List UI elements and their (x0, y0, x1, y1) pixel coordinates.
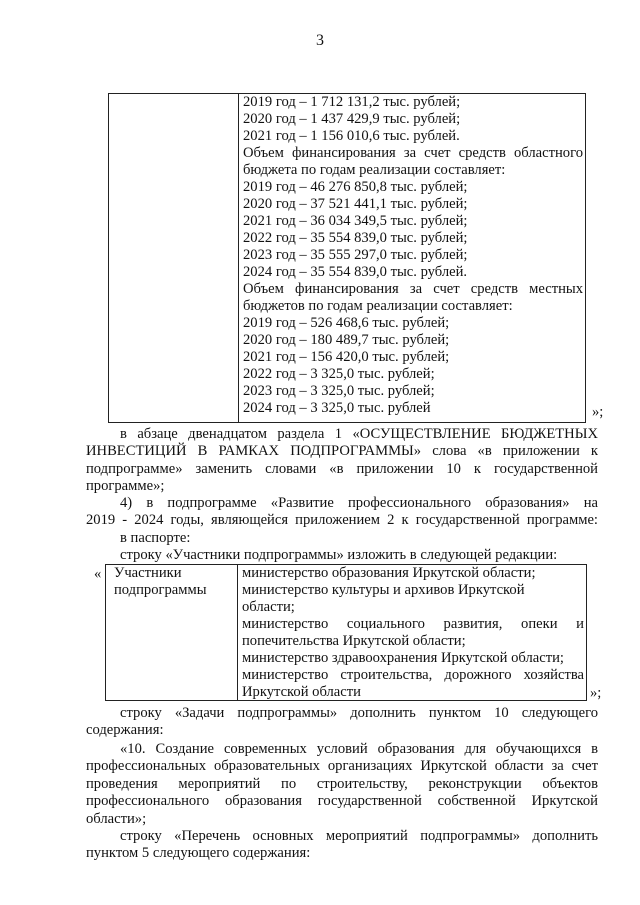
paragraph-line: профессиональных образовательных организациях Иркутской области за счет (86, 758, 598, 775)
participant-line: министерство строительства, дорожного хозяйства (242, 667, 584, 683)
table-line: бюджета по годам реализации составляет: (243, 162, 506, 178)
paragraph-line: содержания: (86, 722, 164, 739)
paragraph-line: области»; (86, 810, 147, 827)
financing-table-left-cell (108, 93, 238, 423)
paragraph-task-10 (86, 741, 598, 828)
table-line: 2024 год – 35 554 839,0 тыс. рублей. (243, 264, 468, 280)
paragraph-activities-row (86, 828, 598, 863)
financing-table-right-cell (238, 93, 586, 423)
paragraph-in-passport (86, 530, 598, 547)
table-line: 2022 год – 3 325,0 тыс. рублей; (243, 366, 435, 382)
participant-line: министерство образования Иркутской области; (242, 565, 536, 581)
paragraph-participants-row (86, 547, 598, 564)
table-line: 2023 год – 3 325,0 тыс. рублей; (243, 383, 435, 399)
table-line: 2019 год – 1 712 131,2 тыс. рублей; (243, 94, 461, 110)
participant-line: министерство социального развития, опеки и (242, 616, 584, 632)
table-line: 2021 год – 1 156 010,6 тыс. рублей. (243, 128, 460, 144)
table1-close-quote: »; (592, 404, 604, 420)
table-line: 2021 год – 156 420,0 тыс. рублей; (243, 349, 450, 365)
paragraph-line: программе»; (86, 478, 165, 495)
financing-table (108, 93, 586, 423)
paragraph-line: в паспорте: (120, 530, 191, 546)
paragraph-line: подпрограмме» заменить словами «в приложении 10 к государственной (86, 460, 598, 477)
table-line: 2020 год – 180 489,7 тыс. рублей; (243, 332, 450, 348)
table-line: бюджетов по годам реализации составляет: (243, 298, 513, 314)
paragraph-section-title-change (86, 426, 598, 496)
table-line: 2020 год – 37 521 441,1 тыс. рублей; (243, 196, 468, 212)
participant-line: области; (242, 599, 295, 615)
table-line: 2023 год – 35 555 297,0 тыс. рублей; (243, 247, 468, 263)
participant-line: министерство здравоохранения Иркутской области; (242, 650, 564, 666)
paragraph-line: 2019 - 2024 годы, являющейся приложением 2 к государственной программе: (86, 512, 598, 529)
table-line: 2021 год – 36 034 349,5 тыс. рублей; (243, 213, 468, 229)
paragraph-line: профессионального образования государственной собственной Иркутской (86, 793, 598, 810)
table-line: Объем финансирования за счет средств местных (243, 281, 583, 297)
paragraph-subprogram-4 (86, 495, 598, 530)
page-number: 3 (316, 32, 324, 49)
paragraph-line: строку «Перечень основных мероприятий подпрограммы» дополнить (120, 828, 598, 844)
participant-line: Иркутской области (242, 684, 361, 700)
paragraph-line: строку «Задачи подпрограммы» дополнить пунктом 10 следующего (120, 705, 598, 721)
paragraph-line: 4) в подпрограмме «Развитие профессионального образования» на (120, 495, 598, 511)
table2-close-quote: »; (590, 685, 602, 701)
table-line: 2022 год – 35 554 839,0 тыс. рублей; (243, 230, 468, 246)
table-line: Объем финансирования за счет средств областного (243, 145, 583, 161)
participant-line: министерство культуры и архивов Иркутской (242, 582, 525, 598)
paragraph-line: «10. Создание современных условий образования для обучающихся в (120, 741, 598, 757)
participants-value-cell (237, 564, 587, 701)
paragraph-line: строку «Участники подпрограммы» изложить в следующей редакции: (120, 547, 558, 563)
table-line: 2019 год – 526 468,6 тыс. рублей; (243, 315, 450, 331)
participants-table (105, 564, 587, 701)
participants-label-cell (105, 564, 237, 701)
paragraph-line: в абзаце двенадцатом раздела 1 «ОСУЩЕСТВЛЕНИЕ БЮДЖЕТНЫХ (120, 426, 598, 442)
participant-line: попечительства Иркутской области; (242, 633, 466, 649)
paragraph-line: ИНВЕСТИЦИЙ В РАМКАХ ПОДПРОГРАММЫ» слова «в приложении к (86, 443, 598, 460)
paragraph-line: проведения мероприятий по строительству, реконструкции объектов (86, 775, 598, 792)
paragraph-line: пунктом 5 следующего содержания: (86, 845, 311, 862)
paragraph-tasks-row (86, 705, 598, 740)
table-line: 2020 год – 1 437 429,9 тыс. рублей; (243, 111, 461, 127)
participants-label-line: подпрограммы (114, 582, 207, 598)
table2-open-quote: « (94, 566, 102, 582)
table-line: 2024 год – 3 325,0 тыс. рублей (243, 400, 431, 416)
table-line: 2019 год – 46 276 850,8 тыс. рублей; (243, 179, 468, 195)
participants-label-line: Участники (114, 565, 182, 581)
